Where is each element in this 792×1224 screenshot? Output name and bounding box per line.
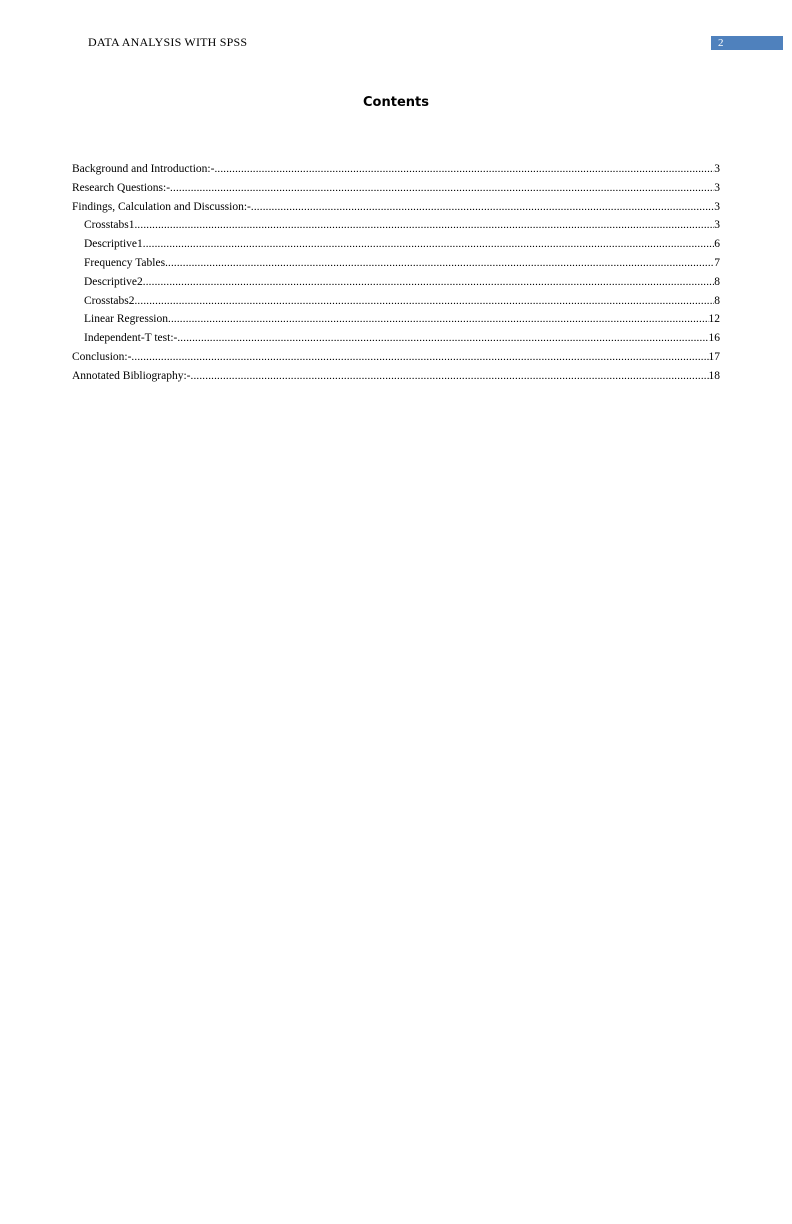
toc-entry-page: 17 [708, 350, 720, 363]
toc-entry-page: 6 [714, 238, 720, 251]
toc-dot-leader [143, 235, 714, 254]
toc-dot-leader [168, 310, 709, 329]
toc-entry-label: Frequency Tables [84, 256, 166, 269]
toc-entry-page: 18 [708, 369, 720, 382]
toc-entry-label: Research Questions:- [72, 181, 171, 194]
toc-entry-label: Independent-T test:- [84, 332, 178, 345]
toc-dot-leader [214, 160, 714, 179]
toc-entry-descriptive1[interactable] [72, 235, 720, 254]
toc-dot-leader [165, 254, 714, 273]
toc-entry-page: 16 [708, 332, 720, 345]
page-number-badge: 2 [711, 36, 783, 50]
toc-entry-annotated-bibliography[interactable] [72, 367, 720, 386]
toc-entry-descriptive2[interactable] [72, 273, 720, 292]
toc-entry-page: 3 [714, 219, 720, 232]
toc-entry-label: Annotated Bibliography:- [72, 369, 191, 382]
toc-entry-page: 3 [714, 200, 720, 213]
toc-dot-leader [170, 179, 714, 198]
toc-entry-page: 8 [714, 275, 720, 288]
toc-entry-page: 3 [714, 181, 720, 194]
toc-entry-independent-t-test[interactable] [72, 329, 720, 348]
toc-dot-leader [143, 273, 714, 292]
toc-entry-crosstabs2[interactable] [72, 292, 720, 311]
toc-entry-background-introduction[interactable] [72, 160, 720, 179]
toc-entry-label: Background and Introduction:- [72, 163, 215, 175]
toc-entry-label: Descriptive1 [84, 238, 143, 251]
toc-entry-label: Descriptive2 [84, 275, 143, 288]
toc-dot-leader [134, 292, 714, 311]
toc-dot-leader [177, 329, 708, 348]
toc-dot-leader [251, 198, 714, 217]
toc-entry-findings-discussion[interactable] [72, 198, 720, 217]
toc-entry-label: Conclusion:- [72, 350, 132, 363]
toc-entry-page: 3 [714, 163, 720, 175]
toc-dot-leader [191, 367, 709, 386]
toc-dot-leader [134, 216, 714, 235]
toc-entry-conclusion[interactable] [72, 348, 720, 367]
toc-entry-label: Crosstabs1 [84, 219, 135, 232]
toc-entry-label: Findings, Calculation and Discussion:- [72, 200, 251, 213]
toc-entry-crosstabs1[interactable] [72, 216, 720, 235]
contents-heading: Contents [363, 95, 429, 110]
toc-entry-page: 7 [714, 256, 720, 269]
toc-dot-leader [131, 348, 708, 367]
table-of-contents [72, 160, 720, 386]
toc-entry-research-questions[interactable] [72, 179, 720, 198]
running-header-title: DATA ANALYSIS WITH SPSS [88, 35, 248, 49]
toc-entry-page: 8 [714, 294, 720, 307]
toc-entry-frequency-tables[interactable] [72, 254, 720, 273]
toc-entry-linear-regression[interactable] [72, 310, 720, 329]
toc-entry-label: Linear Regression [84, 313, 168, 326]
toc-entry-page: 12 [708, 313, 720, 326]
toc-entry-label: Crosstabs2 [84, 294, 135, 307]
